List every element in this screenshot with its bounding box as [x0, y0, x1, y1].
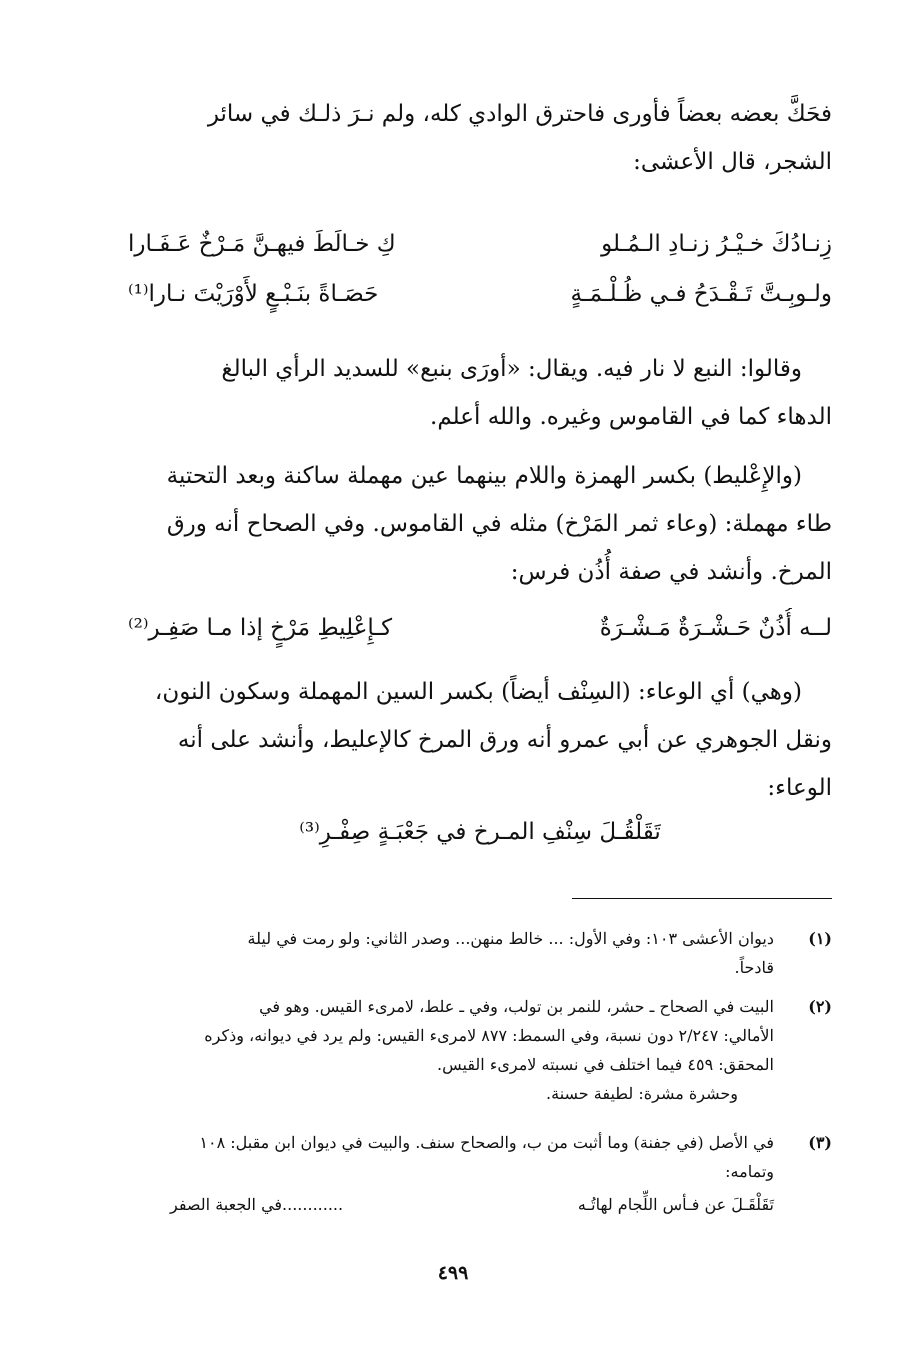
footnote-line: في الأصل (في جفنة) وما أثبت من ب، والصحاح سنف. والبيت في ديوان ابن مقبل: ١٠٨	[199, 1133, 774, 1152]
text-line: فحَكَّ بعضه بعضاً فأورى فاحترق الوادي كله، ولم نـرَ ذلـك في سائر	[207, 101, 832, 127]
text-line: (والإِعْليط) بكسر الهمزة واللام بينهما عين مهملة ساكنة وبعد التحتية	[166, 463, 802, 489]
footnote-line: الأمالي: ٢/٢٤٧ دون نسبة، وفي السمط: ٨٧٧ لامرىء القيس: ولم يرد في ديوانه، وذكره	[204, 1026, 774, 1045]
footnote-number: (١)	[808, 929, 832, 948]
footnote-line: وتمامه:	[725, 1162, 774, 1181]
verse-second-hemistich: كـإِعْلِيطِ مَرْخٍ إذا مـا صَفِـر⁽²⁾	[128, 615, 393, 641]
paragraph-4	[128, 668, 832, 812]
footnote-line: قادحاً.	[734, 958, 774, 977]
verse-first-hemistich: لــه أُذُنٌ حَـشْـرَةٌ مَـشْـرَةٌ	[599, 615, 832, 641]
text-line: وقالوا: النبع لا نار فيه. ويقال: «أورَى بنبع» للسديد الرأي البالغ	[221, 356, 802, 382]
footnote-line: وحشرة مشرة: لطيفة حسنة.	[546, 1084, 738, 1103]
footnote-1	[128, 924, 832, 982]
footnote-line: المحقق: ٤٥٩ فيما اختلف في نسبته لامرىء القيس.	[437, 1055, 774, 1074]
text-line: المرخ. وأنشد في صفة أُذُن فرس:	[510, 559, 832, 585]
footnote-3-verse	[170, 1190, 774, 1219]
verse-first-hemistich: زِنـادُكَ خـيْـرُ زنـادِ الـمُـلو	[601, 231, 832, 257]
footnote-separator	[572, 898, 832, 899]
footnote-3	[128, 1128, 832, 1186]
paragraph-1	[128, 90, 832, 186]
verse-line-2	[128, 274, 832, 314]
footnote-line: البيت في الصحاح ـ حشر، للنمر بن تولب، وفي ـ علط، لامرىء القيس. وهو في	[259, 997, 774, 1016]
text-line: الوعاء:	[767, 775, 832, 801]
verse-line-4: تَقَلْقُـلَ سِنْفِ المـرخ في جَعْبَـةٍ صِفْـرِ⁽³⁾	[299, 819, 661, 845]
verse-second-hemistich: كِ خـالَطَ فيهـنَّ مَـرْخٌ عَـفَـارا	[128, 231, 396, 257]
text-line: الدهاء كما في القاموس وغيره. والله أعلم.	[430, 404, 832, 430]
text-line: طاء مهملة: (وعاء ثمر المَرْخ) مثله في القاموس. وفي الصحاح أنه ورق	[166, 511, 832, 537]
text-line: الشجر، قال الأعشى:	[633, 149, 832, 175]
page-number: ٤٩٩	[437, 1262, 469, 1284]
footnote-line: ديوان الأعشى ١٠٣: وفي الأول: ... خالط منهن... وصدر الثاني: ولو رمت في ليلة	[247, 929, 774, 948]
footnote-2	[128, 992, 832, 1108]
footnote-number: (٣)	[808, 1133, 832, 1152]
paragraph-3	[128, 452, 832, 596]
text-line: ونقل الجوهري عن أبي عمرو أنه ورق المرخ كالإعليط، وأنشد على أنه	[177, 727, 832, 753]
footnote-number: (٢)	[808, 997, 832, 1016]
paragraph-2	[128, 345, 832, 441]
text-line: (وهي) أي الوعاء: (السِنْف أيضاً) بكسر السين المهملة وسكون النون،	[154, 679, 802, 705]
footnote-verse-first-hemistich: تَقَلْقَـلَ عن فـأس اللِّجام لهاتُـه	[577, 1195, 774, 1214]
footnote-verse-second-hemistich: ............في الجعبة الصفر	[170, 1195, 344, 1214]
verse-line-3	[128, 608, 832, 648]
verse-second-hemistich: حَصَـاةً بنَـبْـعٍ لأَوْرَيْتَ نـارا⁽¹⁾	[128, 281, 379, 307]
verse-line-1	[128, 224, 832, 264]
verse-first-hemistich: ولـوبِـتَّ تَـقْـدَحُ فـي ظُـلْـمَـةٍ	[570, 281, 832, 307]
